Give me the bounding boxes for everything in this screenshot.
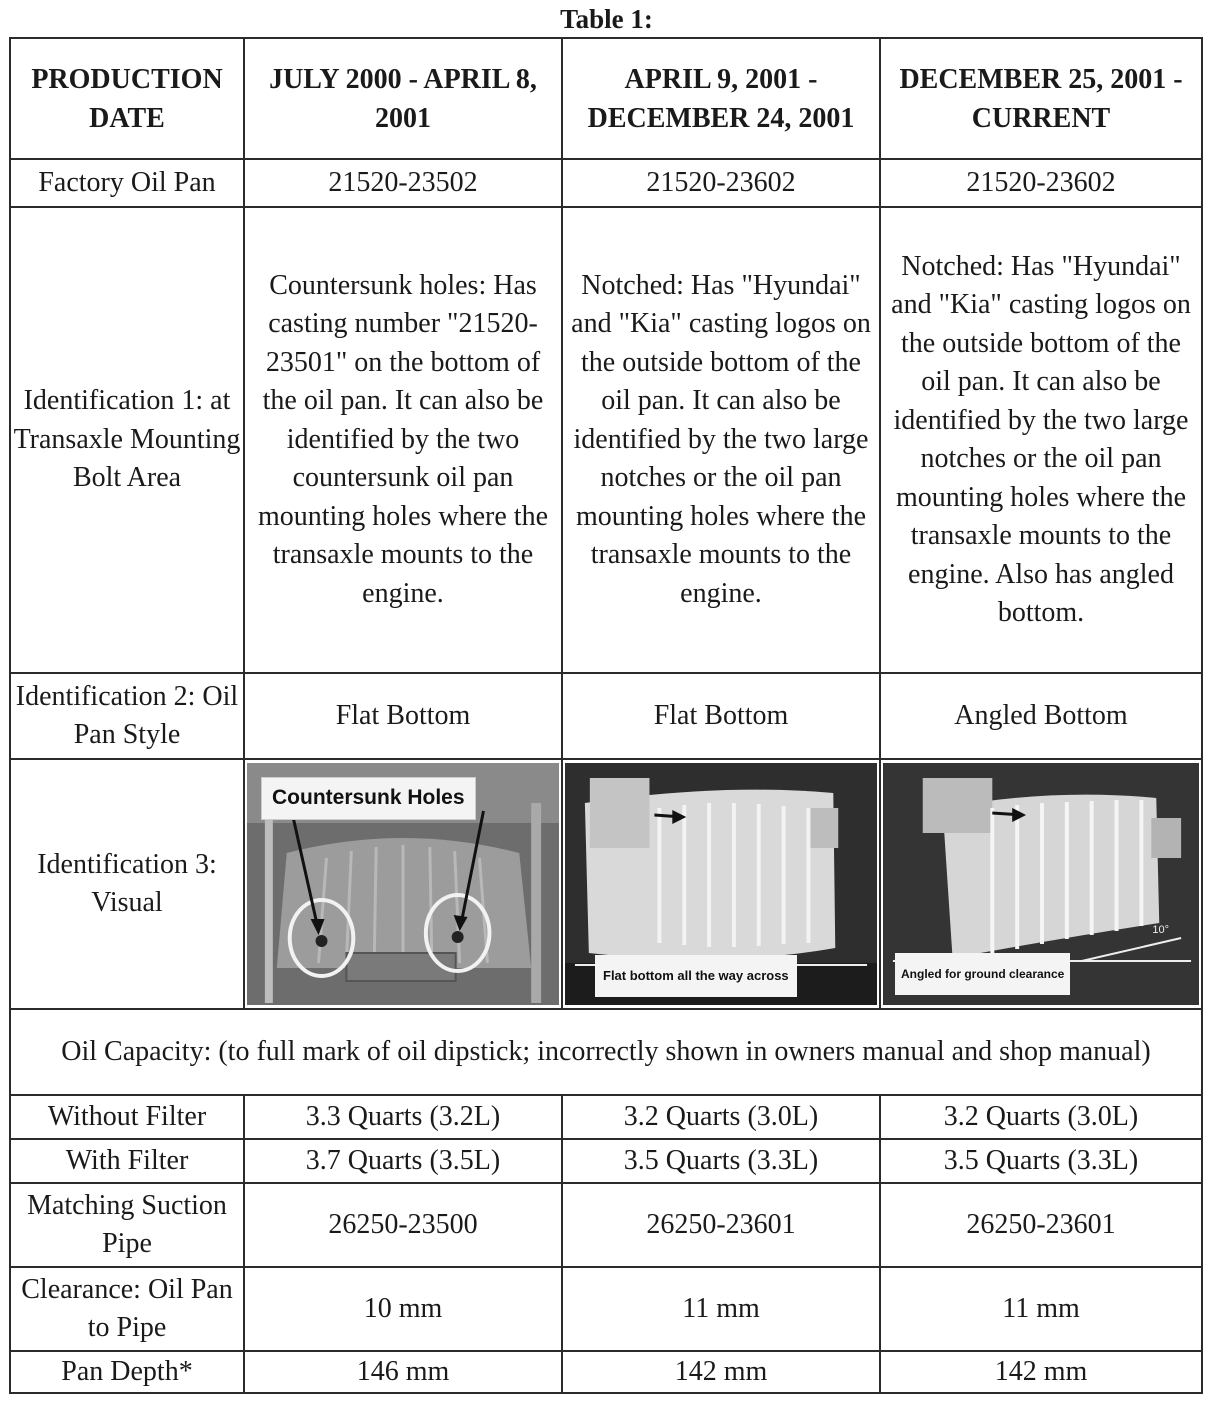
row-without-filter — [10, 1095, 1202, 1139]
cell-value: 26250-23500 — [244, 1183, 562, 1267]
cell-value: Countersunk holes: Has casting number "21520-23501" on the bottom of the oil pan. It can also be identified by the two countersunk oil pan mounting holes where the transaxle mounts to the engine. — [244, 207, 562, 673]
cell-value: 26250-23601 — [562, 1183, 880, 1267]
header-period-3: DECEMBER 25, 2001 - CURRENT — [880, 38, 1202, 159]
row-label: Without Filter — [10, 1095, 244, 1139]
cell-value: 10 mm — [244, 1267, 562, 1351]
row-label: Identification 1: at Transaxle Mounting Bolt Area — [10, 207, 244, 673]
angled-bottom-oil-pan-photo — [883, 763, 1199, 1005]
row-label: Factory Oil Pan — [10, 159, 244, 207]
cell-value: 11 mm — [880, 1267, 1202, 1351]
photo-cell — [562, 759, 880, 1009]
cell-value: 146 mm — [244, 1351, 562, 1393]
row-identification-3 — [10, 759, 1202, 1009]
oil-capacity-note: Oil Capacity: (to full mark of oil dipstick; incorrectly shown in owners manual and shop manual) — [10, 1009, 1202, 1095]
countersunk-oil-pan-photo — [247, 763, 559, 1005]
oil-pan-table — [9, 37, 1203, 1394]
row-label: With Filter — [10, 1139, 244, 1183]
flat-bottom-oil-pan-photo — [565, 763, 877, 1005]
row-label: Identification 2: Oil Pan Style — [10, 673, 244, 759]
header-period-2: APRIL 9, 2001 - DECEMBER 24, 2001 — [562, 38, 880, 159]
cell-value: 142 mm — [562, 1351, 880, 1393]
row-clearance — [10, 1267, 1202, 1351]
cell-value: 3.5 Quarts (3.3L) — [880, 1139, 1202, 1183]
cell-value: 21520-23602 — [880, 159, 1202, 207]
row-label: Matching Suction Pipe — [10, 1183, 244, 1267]
row-oil-capacity-note — [10, 1009, 1202, 1095]
row-identification-2 — [10, 673, 1202, 759]
row-pan-depth — [10, 1351, 1202, 1393]
row-with-filter — [10, 1139, 1202, 1183]
cell-value: 21520-23502 — [244, 159, 562, 207]
cell-value: Flat Bottom — [562, 673, 880, 759]
row-label: Pan Depth* — [10, 1351, 244, 1393]
cell-value: 3.3 Quarts (3.2L) — [244, 1095, 562, 1139]
photo-label-countersunk: Countersunk Holes — [261, 777, 476, 820]
photo-label-flat-bottom: Flat bottom all the way across — [595, 955, 797, 998]
header-period-1: JULY 2000 - APRIL 8, 2001 — [244, 38, 562, 159]
row-label: Clearance: Oil Pan to Pipe — [10, 1267, 244, 1351]
photo-cell — [880, 759, 1202, 1009]
row-label: Identification 3: Visual — [10, 759, 244, 1009]
table-caption: Table 1: — [560, 4, 653, 34]
header-production-date: PRODUCTION DATE — [10, 38, 244, 159]
cell-value: Flat Bottom — [244, 673, 562, 759]
cell-value: 3.2 Quarts (3.0L) — [562, 1095, 880, 1139]
photo-label-angled: Angled for ground clearance — [895, 953, 1070, 996]
cell-value: 3.2 Quarts (3.0L) — [880, 1095, 1202, 1139]
cell-value: 3.7 Quarts (3.5L) — [244, 1139, 562, 1183]
cell-value: 21520-23602 — [562, 159, 880, 207]
row-suction-pipe — [10, 1183, 1202, 1267]
cell-value: 142 mm — [880, 1351, 1202, 1393]
row-identification-1 — [10, 207, 1202, 673]
photo-cell — [244, 759, 562, 1009]
cell-value: 3.5 Quarts (3.3L) — [562, 1139, 880, 1183]
cell-value: Angled Bottom — [880, 673, 1202, 759]
angle-label: 10° — [1152, 923, 1169, 936]
cell-value: Notched: Has "Hyundai" and "Kia" casting logos on the outside bottom of the oil pan. It can also be identified by the two large notches or the oil pan mounting holes where the transaxle mounts to the engine. Also has angled bottom. — [880, 207, 1202, 673]
header-row — [10, 38, 1202, 159]
row-factory-oil-pan — [10, 159, 1202, 207]
cell-value: Notched: Has "Hyundai" and "Kia" casting logos on the outside bottom of the oil pan. It can also be identified by the two large notches or the oil pan mounting holes where the transaxle mounts to the engine. — [562, 207, 880, 673]
cell-value: 11 mm — [562, 1267, 880, 1351]
cell-value: 26250-23601 — [880, 1183, 1202, 1267]
